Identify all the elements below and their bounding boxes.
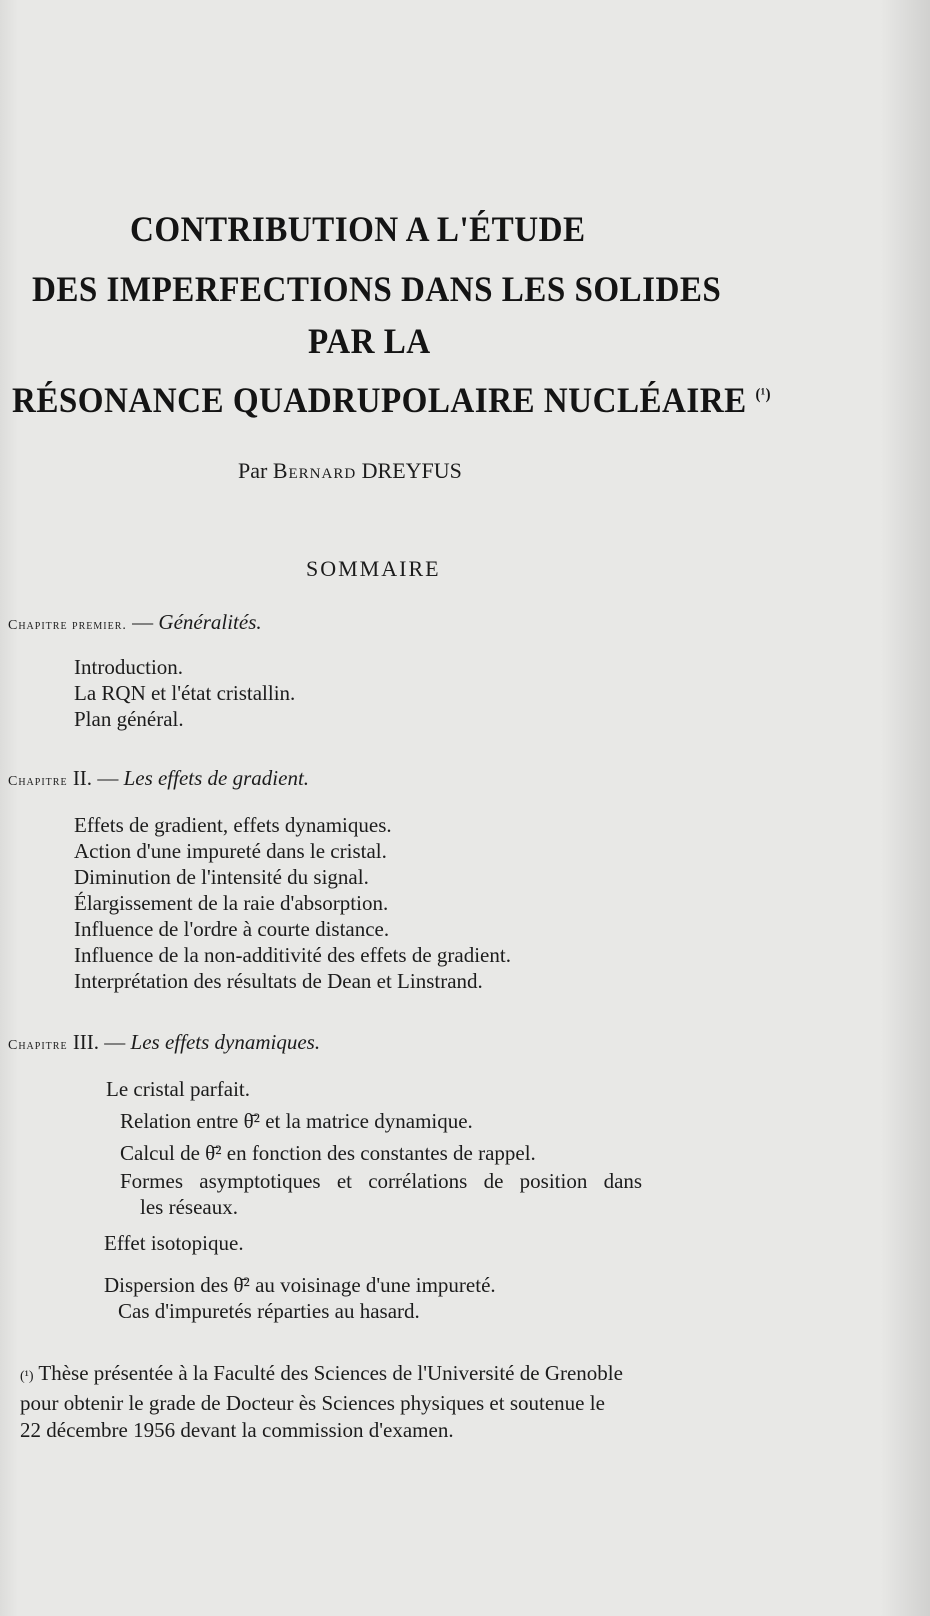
chapter-1-title: Généralités.	[158, 610, 262, 634]
title-line-1: CONTRIBUTION A L'ÉTUDE	[130, 209, 586, 249]
title-line-4	[12, 372, 868, 423]
chapter-2-item: Interprétation des résultats de Dean et Linstrand.	[74, 969, 483, 993]
author-prefix: Par	[238, 458, 268, 483]
chapter-3-dash: —	[104, 1030, 126, 1054]
chapter-1-item: Introduction.	[74, 655, 184, 679]
title-line-2: DES IMPERFECTIONS DANS LES SOLIDES	[32, 269, 722, 309]
chapter-1-item: La RQN et l'état cristallin.	[74, 681, 296, 705]
author-first-name: Bernard	[272, 458, 357, 483]
chapter-2-item: Diminution de l'intensité du signal.	[74, 865, 369, 889]
chapter-2-label: Chapitre	[8, 774, 68, 789]
chapter-3-item: Calcul de θ̄² en fonction des constantes de rappel.	[120, 1141, 536, 1165]
chapter-3-label: Chapitre	[8, 1038, 68, 1053]
sommaire-heading: SOMMAIRE	[306, 556, 441, 581]
chapter-2-dash: —	[97, 766, 119, 790]
chapter-2-item: Effets de gradient, effets dynamiques.	[74, 813, 392, 837]
chapter-2-item: Influence de l'ordre à courte distance.	[74, 917, 390, 941]
chapter-3-item: Cas d'impuretés réparties au hasard.	[118, 1299, 420, 1323]
chapter-3-item: Dispersion des θ̄² au voisinage d'une impureté.	[104, 1273, 496, 1297]
chapter-3-item: les réseaux.	[140, 1195, 238, 1219]
title-line-3: PAR LA	[308, 321, 431, 361]
chapter-3-heading	[8, 1030, 320, 1055]
title-line-4-text: RÉSONANCE QUADRUPOLAIRE NUCLÉAIRE	[12, 380, 747, 420]
footnote-text-1: Thèse présentée à la Faculté des Sciences de l'Université de Grenoble	[38, 1361, 623, 1385]
chapter-3-number: III.	[72, 1030, 100, 1054]
chapter-2-number: II.	[72, 766, 93, 790]
chapter-2-title: Les effets de gradient.	[123, 766, 310, 790]
title-footnote-mark: (¹)	[755, 386, 772, 403]
chapter-2-item: Élargissement de la raie d'absorption.	[74, 891, 389, 915]
chapter-3-title: Les effets dynamiques.	[130, 1030, 321, 1054]
chapter-2-item: Influence de la non-additivité des effets de gradient.	[74, 943, 511, 967]
author-last-name: DREYFUS	[361, 458, 462, 483]
chapter-3-item: Effet isotopique.	[104, 1231, 244, 1255]
chapter-1-dash: —	[132, 610, 154, 634]
chapter-1-label: Chapitre premier.	[8, 618, 127, 633]
chapter-2-heading	[8, 766, 309, 791]
chapter-1-heading	[8, 610, 262, 635]
footnote-line-1	[20, 1360, 790, 1390]
chapter-2-item: Action d'une impureté dans le cristal.	[74, 839, 387, 863]
footnote-line-3: 22 décembre 1956 devant la commission d'examen.	[20, 1418, 454, 1442]
footnote-mark: (¹)	[20, 1369, 34, 1384]
chapter-3-item: Relation entre θ̄² et la matrice dynamique.	[120, 1109, 473, 1133]
chapter-3-item: Le cristal parfait.	[106, 1077, 251, 1101]
author-line	[238, 458, 462, 484]
footnote	[20, 1360, 790, 1444]
footnote-line-2: pour obtenir le grade de Docteur ès Sciences physiques et soutenue le	[20, 1391, 605, 1415]
chapter-1-item: Plan général.	[74, 707, 184, 731]
chapter-3-item: Formes asymptotiques et corrélations de position dans	[120, 1169, 643, 1193]
